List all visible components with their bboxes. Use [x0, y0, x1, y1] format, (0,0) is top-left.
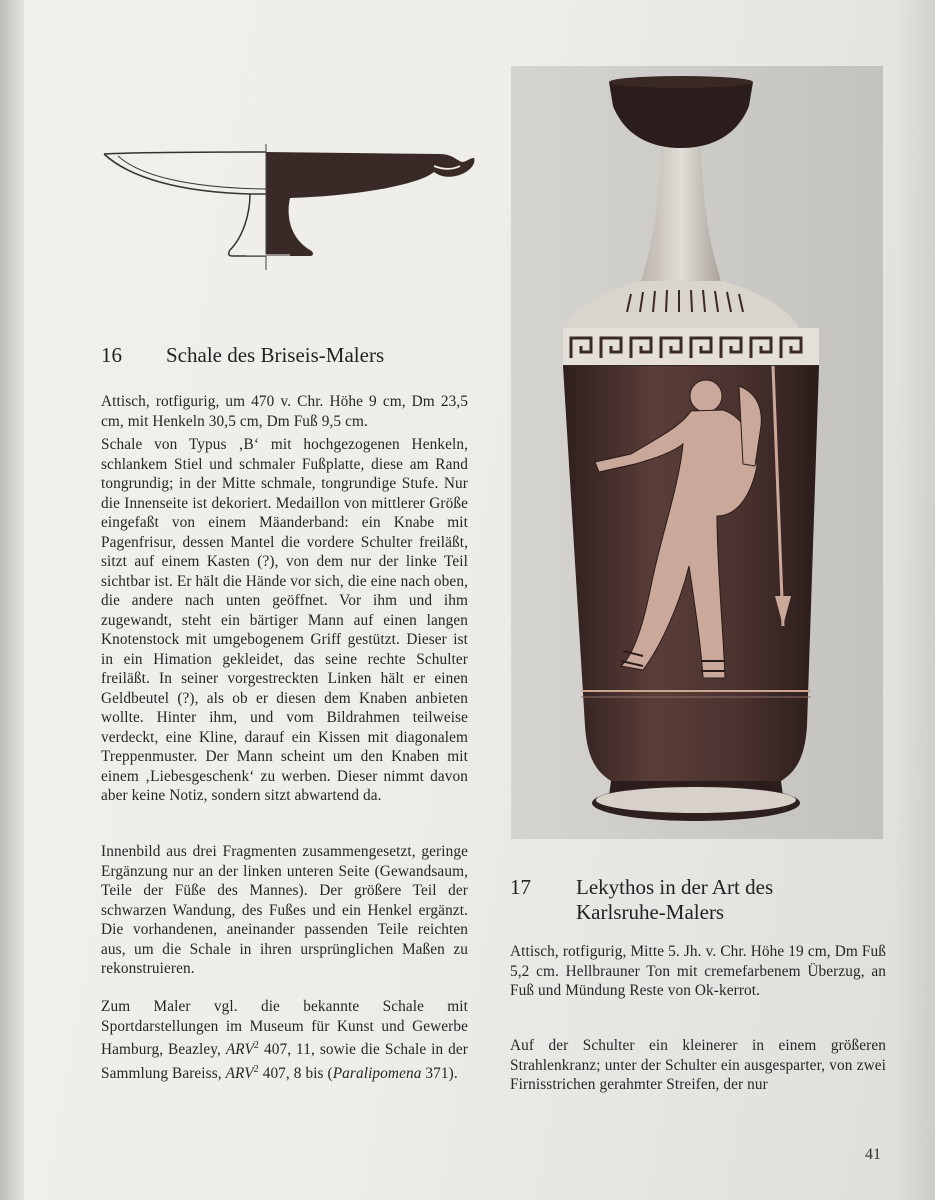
- arv-sup-1: 2: [253, 1040, 260, 1051]
- kylix-profile-drawing: [100, 142, 478, 272]
- arv-abbrev-2: ARV: [225, 1064, 254, 1082]
- entry-16-condition: Innenbild aus drei Fragmenten zusammengesetzt, geringe Ergänzung nur an der linken unteren Seite (Gewandsaum, Teile der Füße des Mannes). Der größere Teil der schwarzen Wandung, des Fußes und ein Henkel ergänzt. Die vorhandenen, aneinander passenden Teile reichten aus, um die Schale in ihren ursprünglichen Maßen zu rekonstruieren.: [101, 843, 468, 977]
- entry-17-description: Auf der Schulter ein kleinerer in einem größeren Strahlenkranz; unter der Schulter ein ausgesparter, von zwei Firnisstrichen gerahmter Streifen, der nur: [510, 1037, 886, 1093]
- lekythos-photograph: [511, 66, 883, 839]
- ref-text-2: 407, 11, sowie die Schale in der Sammlung Bareiss,: [101, 1041, 468, 1082]
- page-number: 41: [865, 1146, 881, 1163]
- entry-16-description: Schale von Typus ‚B‘ mit hochgezogenen Henkeln, schlankem Stiel und schmaler Fußplatte, diese am Rand tongrundig; in der Mitte schmale, tongrundige Stufe. Nur die Innenseite ist dekoriert. Medaillon von mittlerer Größe eingefaßt von einem Mäanderband: ein Knabe mit Pagenfrisur, dessen Mantel die vordere Schulter freiläßt, sitzt auf einem Kasten (?), von dem nur der linke Teil sichtbar ist. Er hält die Hände vor sich, die eine nach oben, die andere nach unten geöffnet. Vor ihm und ihm zugewandt, steht ein bärtiger Mann auf einen langen Knotenstock mit umgebogenem Griff gestützt. Dieser ist in ein Himation gekleidet, das seine rechte Schulter freiläßt. In seiner vorgestreckten Linken hält er einen Geldbeutel (?), als ob er diesen dem Knaben anbieten wollte. Hinter ihm, und vom Bildrahmen teilweise verdeckt, eine Kline, darauf ein Kissen mit diagonalem Treppenmuster. Der Mann scheint um den Knaben mit einem ‚Liebesgeschenk‘ zu werben. Dieser nimmt davon aber keine Notiz, sondern sitzt abwartend da.: [101, 436, 468, 804]
- entry-16-number: 16: [101, 343, 122, 367]
- entry-17-title-line-1: Lekythos in der Art des: [576, 875, 774, 899]
- book-gutter: [0, 0, 24, 1200]
- entry-17-title-line-2: Karlsruhe-Malers: [576, 900, 725, 924]
- ref-text-3: 407, 8 bis (: [258, 1064, 333, 1082]
- arv-sup-2: 2: [253, 1063, 259, 1075]
- entry-16-dimensions: Attisch, rotfigurig, um 470 v. Chr. Höhe 9 cm, Dm 23,5 cm, mit Henkeln 30,5 cm, Dm Fuß 9,5 cm.: [101, 393, 468, 430]
- entry-16-title: Schale des Briseis-Malers: [166, 343, 385, 367]
- ref-text-4: 371).: [421, 1064, 458, 1082]
- entry-17-number: 17: [510, 875, 531, 899]
- entry-16-references: [101, 997, 468, 1083]
- arv-abbrev-1: ARV: [225, 1041, 254, 1059]
- paralipomena-title: Paralipomena: [332, 1064, 422, 1082]
- ref-text-1: Zum Maler vgl. die bekannte Schale mit Sportdarstellungen im Museum für Kunst und Gewerbe Hamburg, Beazley,: [101, 998, 468, 1059]
- entry-17-dimensions: Attisch, rotfigurig, Mitte 5. Jh. v. Chr. Höhe 19 cm, Dm Fuß 5,2 cm. Hellbrauner Ton mit cremefarbenem Überzug, an Fuß und Mündung Reste von Ok-kerrot.: [510, 943, 886, 999]
